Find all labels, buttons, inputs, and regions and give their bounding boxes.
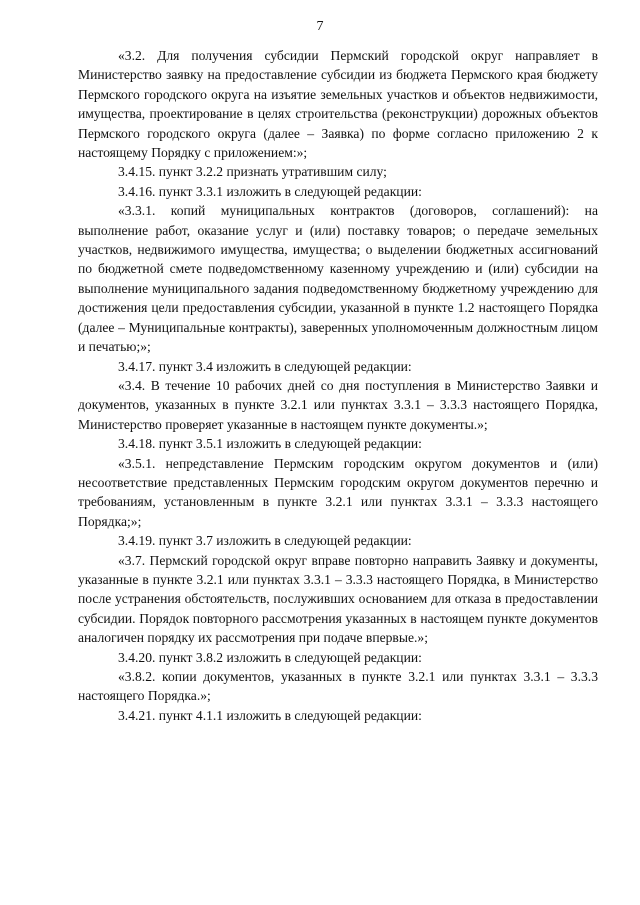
- paragraph-3-8-2: «3.8.2. копии документов, указанных в пункте 3.2.1 или пунктах 3.3.1 – 3.3.3 настоящего Порядка.»;: [78, 669, 598, 704]
- paragraph-3-7: «3.7. Пермский городской округ вправе повторно направить Заявку и документы, указанные в пункте 3.2.1 или пунктах 3.3.1 – 3.3.3 настоящего Порядка, в Министерство после устранения обстоятельств, послуживших основанием для отказа в предоставлении субсидии. Порядок повторного рассмотрения указанных в настоящем пункте документов аналогичен порядку их рассмотрения при подаче впервые.»;: [78, 552, 598, 646]
- paragraph-3-4-19: 3.4.19. пункт 3.7 изложить в следующей редакции:: [118, 533, 412, 549]
- paragraph-3-4-20: 3.4.20. пункт 3.8.2 изложить в следующей редакции:: [118, 649, 422, 665]
- document-body: [78, 46, 598, 725]
- page-number: 7: [316, 19, 324, 34]
- paragraph-3-4-21: 3.4.21. пункт 4.1.1 изложить в следующей редакции:: [118, 707, 422, 723]
- paragraph-3-5-1: «3.5.1. непредставление Пермским городским округом документов и (или) несоответствие представленных Пермским городским округом документов перечню и требованиям, установленным в пункте 3.2.1 или пунктах 3.3.1 – 3.3.3 настоящего Порядка;»;: [78, 455, 598, 529]
- paragraph-3-4-18: 3.4.18. пункт 3.5.1 изложить в следующей редакции:: [118, 436, 422, 452]
- paragraph-3-2: «3.2. Для получения субсидии Пермский городской округ направляет в Министерство заявку на предоставление субсидии из бюджета Пермского края бюджету Пермского городского округа на изъятие земельных участков и объектов недвижимости, имущества, проектирование в целях строительства (реконструкции) дорожных объектов Пермского городского округа (далее – Заявка) по форме согласно приложению 2 к настоящему Порядку с приложением:»;: [78, 48, 598, 161]
- paragraph-3-3-1: «3.3.1. копий муниципальных контрактов (договоров, соглашений): на выполнение работ, оказание услуг и (или) поставку товаров; о передаче земельных участков, недвижимого имущества, имущества; о выделении бюджетных ассигнований по бюджетной смете подведомственному казенному учреждению и (или) субсидии на выполнение муниципального задания подведомственному бюджетному учреждению для достижения цели предоставления субсидии, указанной в пункте 1.2 настоящего Порядка (далее – Муниципальные контракты), заверенных уполномоченным должностным лицом и печатью;»;: [78, 203, 598, 355]
- paragraph-3-4-16: 3.4.16. пункт 3.3.1 изложить в следующей редакции:: [118, 183, 422, 199]
- paragraph-3-4: «3.4. В течение 10 рабочих дней со дня поступления в Министерство Заявки и документов, указанных в пункте 3.2.1 или пунктах 3.3.1 – 3.3.3 настоящего Порядка, Министерство проверяет указанные в настоящем пункте документы.»;: [78, 377, 598, 432]
- paragraph-3-4-15: 3.4.15. пункт 3.2.2 признать утратившим силу;: [118, 164, 387, 180]
- paragraph-3-4-17: 3.4.17. пункт 3.4 изложить в следующей редакции:: [118, 358, 412, 374]
